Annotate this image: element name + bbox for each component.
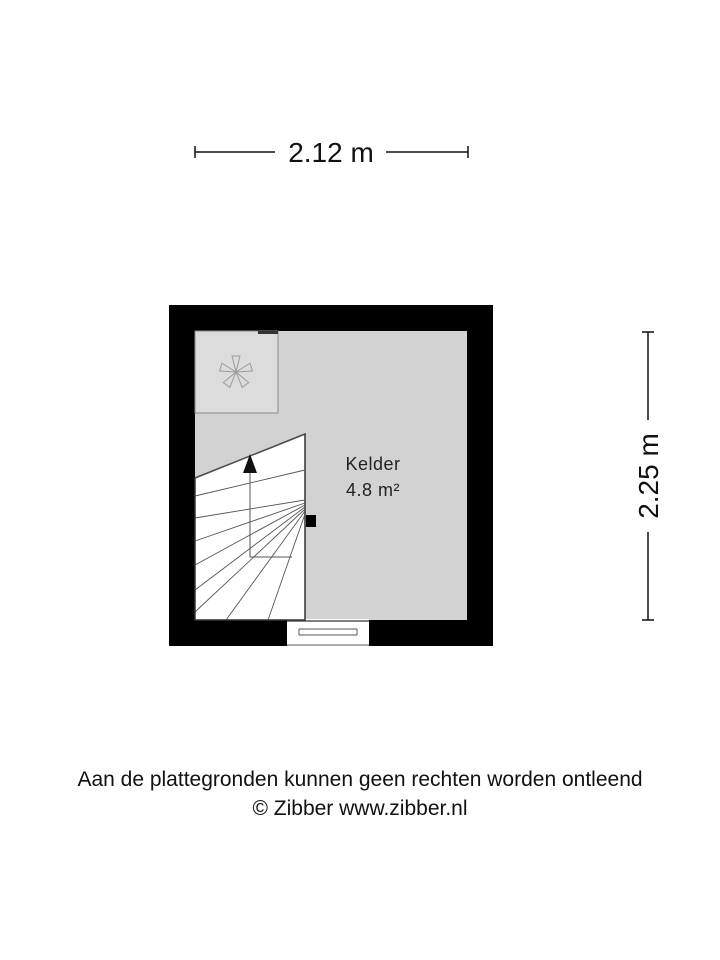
window bbox=[287, 619, 369, 646]
width-dimension bbox=[195, 137, 468, 168]
room-name: Kelder bbox=[345, 454, 401, 474]
copyright-text: © Zibber www.zibber.nl bbox=[252, 797, 468, 820]
room-area: 4.8 m² bbox=[345, 480, 401, 500]
utility-unit bbox=[195, 331, 278, 413]
width-label: 2.12 m bbox=[288, 137, 374, 168]
height-dimension bbox=[633, 332, 664, 620]
disclaimer-text: Aan de plattegronden kunnen geen rechten worden ontleend bbox=[77, 768, 643, 791]
column bbox=[306, 515, 316, 527]
height-label: 2.25 m bbox=[633, 433, 664, 519]
